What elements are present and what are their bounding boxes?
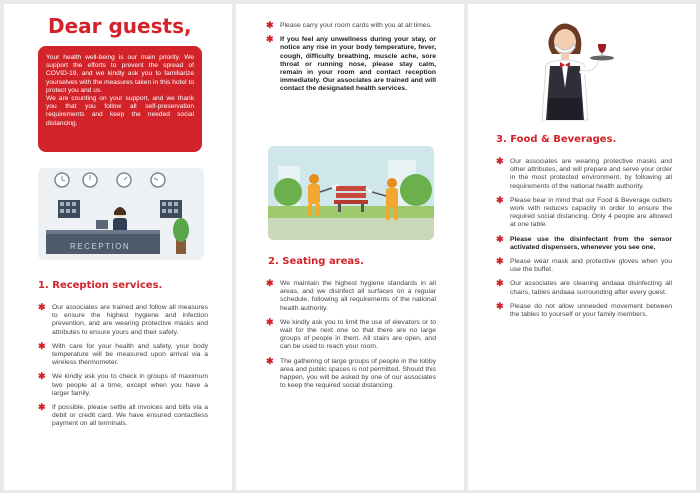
- asterisk-icon: ✱: [38, 371, 46, 382]
- asterisk-icon: ✱: [496, 278, 504, 289]
- list-item: ✱ Please use the disinfectant from the sensor activated dispensers, whenever you see one.: [496, 233, 672, 251]
- waitress-illustration: [510, 14, 622, 124]
- list-item: ✱ Our associates are cleaning andaaa disinfecting all chairs, tables andaaa surrounding after every guest.: [496, 278, 672, 296]
- page-title: Dear guests,: [48, 14, 192, 38]
- asterisk-icon: ✱: [38, 302, 46, 312]
- panel-left: [4, 4, 232, 490]
- asterisk-icon: ✱: [266, 316, 274, 327]
- list-item: ✱ If you feel any unwellness during your stay, or notice any rise in your body temperature, fever, cough, difficulty breathing, muscle ache, sore throat or running nose, please stay calm, remain in your room and contact reception immediately. Our associates are trained and will contact the designated health services.: [266, 34, 436, 93]
- section-title-reception: 1. Reception services.: [38, 280, 163, 291]
- disinfection-illustration: [268, 146, 434, 240]
- seating-bullets: [266, 280, 436, 396]
- food-bullets: [496, 158, 672, 325]
- intro-paragraph-1: Your health well-being is our main priority. We support the efforts to prevent the spread of COVID-19, and we kindly ask you to familiarize yourselves with the measures taken in this hotel to protect you and us.: [46, 54, 194, 94]
- list-item: ✱ We maintain the highest hygiene standards in all areas, and we disinfect all surfaces on a regular schedule, following all requirements of the national health authority.: [266, 278, 436, 312]
- list-item: ✱ Our associates are wearing protective masks and other attributes, and will prepare and serve your order in the most protected environment, by following all requirements of the national health authority.: [496, 156, 672, 190]
- asterisk-icon: ✱: [496, 156, 504, 166]
- panel-right: [468, 4, 696, 490]
- list-item: ✱ The gathering of large groups of people in the lobby area and public spaces is not permitted. Should this happen, you will be asked by one of our associates to keep the required social distancing.: [266, 355, 436, 390]
- list-item: ✱ We kindly ask you to check in groups of maximum two people at a time, except when you have a larger family.: [38, 371, 208, 397]
- list-item: ✱ We kindly ask you to limit the use of elevators or to wait for the next one so that there are no large groups of people in them. All stairs are open, and can be used to reach your room.: [266, 316, 436, 351]
- asterisk-icon: ✱: [266, 20, 274, 30]
- intro-paragraph-2: We are counting on your support, and we thank you that you follow all self-preservation requirements and keep the needed social distancing.: [46, 95, 194, 127]
- asterisk-icon: ✱: [38, 340, 46, 351]
- section-title-food: 3. Food & Beverages.: [496, 134, 617, 145]
- list-item: ✱ Please bear in mind that our Food & Beverage outlets work with reduces capacity in order to ensure the required social distancing. Only 4 people are allowed at one table.: [496, 194, 672, 229]
- reception-bullets: [38, 304, 208, 435]
- panel-middle: [236, 4, 464, 490]
- list-item: ✱ If possible, please settle all invoices and bills via a debit or credit card. We have ensured contactless payment on all terminals.: [38, 402, 208, 428]
- asterisk-icon: ✱: [266, 278, 274, 288]
- asterisk-icon: ✱: [496, 233, 504, 244]
- asterisk-icon: ✱: [38, 402, 46, 413]
- section-title-seating: 2. Seating areas.: [268, 256, 364, 267]
- asterisk-icon: ✱: [496, 194, 504, 205]
- asterisk-icon: ✱: [496, 300, 504, 311]
- list-item: ✱ With care for your health and safety, your body temperature will be measured upon arrival via a wireless thermometer.: [38, 340, 208, 367]
- asterisk-icon: ✱: [496, 256, 504, 267]
- asterisk-icon: ✱: [266, 355, 274, 366]
- guest-bullets: [266, 22, 436, 100]
- list-item: ✱ Please carry your room cards with you at all times.: [266, 20, 432, 30]
- list-item: ✱ Please wear mask and protective gloves when you use the buffet.: [496, 256, 672, 274]
- list-item: ✱ Please do not allow unneeded movement between the tables to yourself or your family members.: [496, 300, 672, 319]
- intro-box: [38, 46, 202, 152]
- reception-illustration: [38, 168, 204, 260]
- asterisk-icon: ✱: [266, 34, 274, 45]
- list-item: ✱ Our associates are trained and follow all measures to ensure the highest hygiene and infection prevention, and are wearing protective masks and attributes to ensure yours and their safety.: [38, 302, 208, 336]
- reception-sign: RECEPTION: [70, 242, 131, 251]
